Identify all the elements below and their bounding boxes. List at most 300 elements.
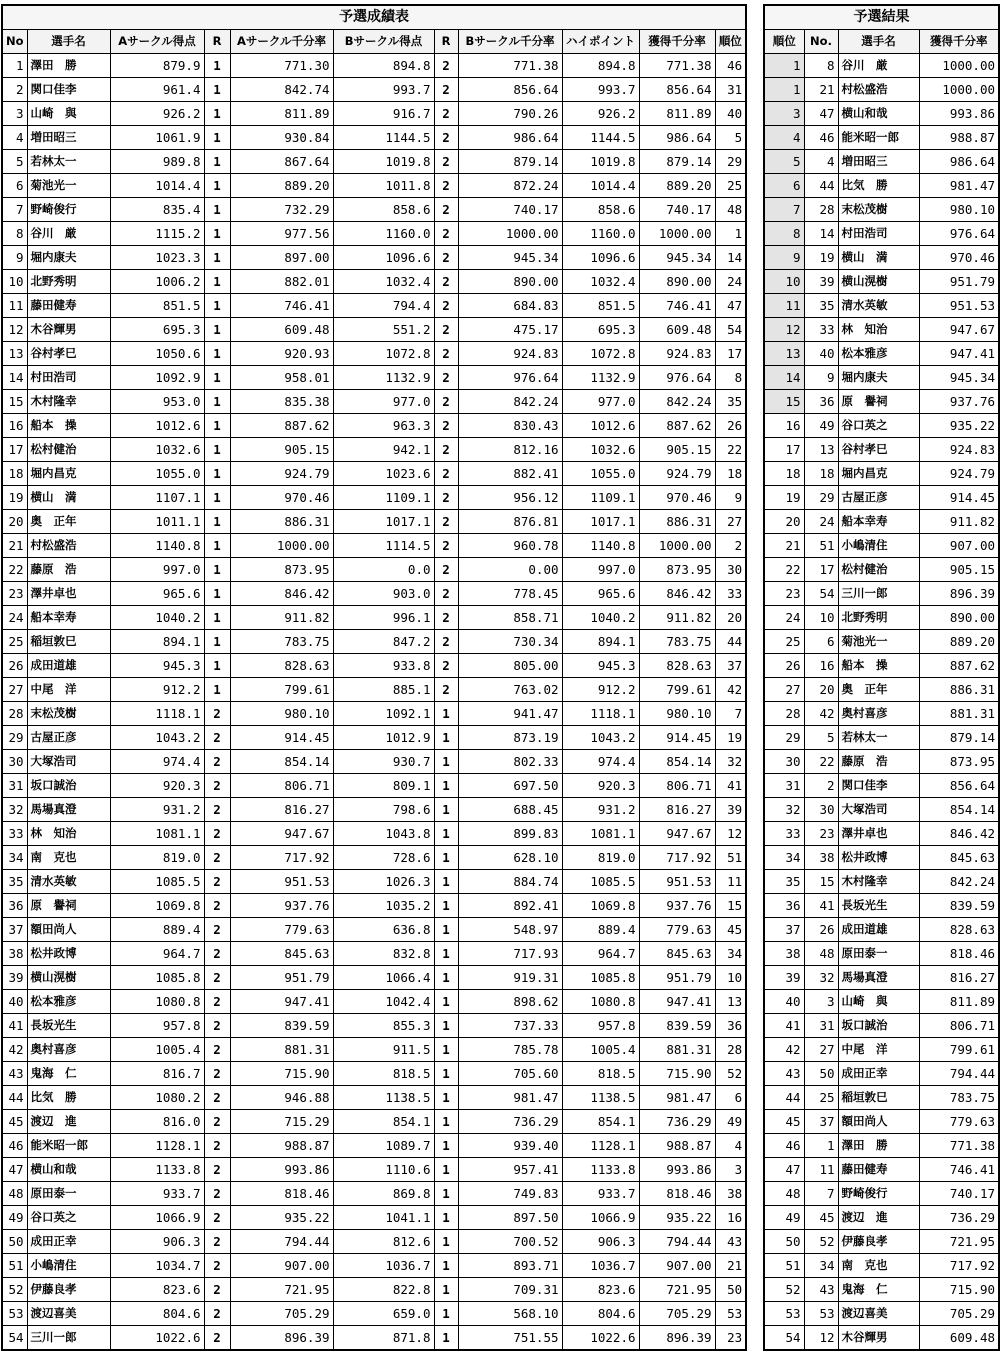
cell-high-point: 933.7 xyxy=(562,1182,639,1206)
cell-a-circle-permille: 839.59 xyxy=(230,1014,333,1038)
table-row xyxy=(2,198,746,222)
cell-b-circle-score: 551.2 xyxy=(333,318,434,342)
cell-rank: 36 xyxy=(715,1014,746,1038)
cell-b-circle-permille: 960.78 xyxy=(458,534,562,558)
table-row xyxy=(764,678,999,702)
cell-a-circle-score: 851.5 xyxy=(110,294,204,318)
cell-no: 10 xyxy=(804,606,838,630)
cell-a-circle-score: 1006.2 xyxy=(110,270,204,294)
cell-high-point: 931.2 xyxy=(562,798,639,822)
cell-b-circle-score: 963.3 xyxy=(333,414,434,438)
cell-player-name: 坂口誠治 xyxy=(27,774,110,798)
cell-a-circle-permille: 867.64 xyxy=(230,150,333,174)
cell-rank: 12 xyxy=(764,318,804,342)
cell-b-circle-permille: 812.16 xyxy=(458,438,562,462)
table-row xyxy=(764,1110,999,1134)
table-row xyxy=(764,1278,999,1302)
cell-player-name: 松井政博 xyxy=(838,846,919,870)
cell-no: 38 xyxy=(2,942,27,966)
cell-a-round: 2 xyxy=(204,966,230,990)
cell-rank: 39 xyxy=(715,798,746,822)
cell-b-circle-score: 1114.5 xyxy=(333,534,434,558)
cell-b-circle-score: 847.2 xyxy=(333,630,434,654)
cell-player-name: 横山和哉 xyxy=(838,102,919,126)
cell-b-round: 2 xyxy=(434,246,458,270)
cell-no: 33 xyxy=(2,822,27,846)
cell-rank: 12 xyxy=(715,822,746,846)
cell-rank: 1 xyxy=(764,54,804,78)
cell-a-round: 1 xyxy=(204,678,230,702)
cell-earned-permille: 993.86 xyxy=(919,102,999,126)
cell-b-circle-permille: 858.71 xyxy=(458,606,562,630)
cell-a-circle-permille: 980.10 xyxy=(230,702,333,726)
cell-b-round: 2 xyxy=(434,294,458,318)
table-row xyxy=(764,750,999,774)
cell-earned-permille: 779.63 xyxy=(919,1110,999,1134)
cell-a-circle-score: 1140.8 xyxy=(110,534,204,558)
cell-no: 42 xyxy=(2,1038,27,1062)
cell-a-circle-score: 816.0 xyxy=(110,1110,204,1134)
cell-no: 31 xyxy=(2,774,27,798)
cell-b-round: 2 xyxy=(434,366,458,390)
header-rank: 順位 xyxy=(715,30,746,54)
table-row xyxy=(2,942,746,966)
cell-a-circle-permille: 920.93 xyxy=(230,342,333,366)
cell-a-round: 1 xyxy=(204,126,230,150)
cell-no: 29 xyxy=(804,486,838,510)
cell-high-point: 823.6 xyxy=(562,1278,639,1302)
cell-no: 17 xyxy=(804,558,838,582)
cell-rank: 24 xyxy=(764,606,804,630)
cell-a-round: 1 xyxy=(204,246,230,270)
cell-earned-permille: 845.63 xyxy=(919,846,999,870)
cell-b-circle-score: 885.1 xyxy=(333,678,434,702)
cell-high-point: 1080.8 xyxy=(562,990,639,1014)
header-b-circle-permille: Bサークル千分率 xyxy=(458,30,562,54)
cell-rank: 46 xyxy=(764,1134,804,1158)
cell-player-name: 長坂光生 xyxy=(27,1014,110,1038)
cell-player-name: 三川一郎 xyxy=(27,1326,110,1351)
cell-b-round: 1 xyxy=(434,726,458,750)
cell-player-name: 木村隆幸 xyxy=(27,390,110,414)
table-row xyxy=(2,342,746,366)
table-row xyxy=(2,438,746,462)
cell-rank: 23 xyxy=(764,582,804,606)
cell-no: 50 xyxy=(804,1062,838,1086)
cell-b-round: 2 xyxy=(434,318,458,342)
cell-b-circle-score: 1132.9 xyxy=(333,366,434,390)
cell-player-name: 伊藤良孝 xyxy=(27,1278,110,1302)
cell-earned-permille: 873.95 xyxy=(639,558,715,582)
table-row xyxy=(764,54,999,78)
cell-a-round: 1 xyxy=(204,414,230,438)
cell-b-round: 1 xyxy=(434,1326,458,1351)
cell-player-name: 関口佳李 xyxy=(27,78,110,102)
cell-a-circle-score: 695.3 xyxy=(110,318,204,342)
cell-rank: 11 xyxy=(715,870,746,894)
cell-player-name: 原田泰一 xyxy=(838,942,919,966)
cell-player-name: 船本 操 xyxy=(838,654,919,678)
cell-earned-permille: 981.47 xyxy=(639,1086,715,1110)
cell-rank: 10 xyxy=(764,270,804,294)
cell-no: 17 xyxy=(2,438,27,462)
cell-high-point: 1014.4 xyxy=(562,174,639,198)
cell-player-name: 菊池光一 xyxy=(838,630,919,654)
cell-rank: 42 xyxy=(764,1038,804,1062)
cell-no: 51 xyxy=(2,1254,27,1278)
table-row xyxy=(764,1302,999,1326)
cell-earned-permille: 947.67 xyxy=(639,822,715,846)
table-row xyxy=(764,510,999,534)
cell-high-point: 997.0 xyxy=(562,558,639,582)
cell-a-circle-permille: 846.42 xyxy=(230,582,333,606)
cell-b-circle-score: 854.1 xyxy=(333,1110,434,1134)
cell-b-round: 2 xyxy=(434,150,458,174)
table-row xyxy=(764,246,999,270)
table-row xyxy=(764,1062,999,1086)
cell-earned-permille: 839.59 xyxy=(919,894,999,918)
cell-a-round: 2 xyxy=(204,918,230,942)
cell-no: 9 xyxy=(804,366,838,390)
cell-high-point: 1144.5 xyxy=(562,126,639,150)
table-row xyxy=(2,702,746,726)
header-b-round: R xyxy=(434,30,458,54)
cell-a-circle-score: 1118.1 xyxy=(110,702,204,726)
table-row xyxy=(764,1038,999,1062)
cell-a-round: 1 xyxy=(204,366,230,390)
cell-b-circle-score: 822.8 xyxy=(333,1278,434,1302)
cell-b-circle-permille: 778.45 xyxy=(458,582,562,606)
cell-b-round: 2 xyxy=(434,390,458,414)
cell-player-name: 稲垣敦巳 xyxy=(838,1086,919,1110)
cell-high-point: 1032.4 xyxy=(562,270,639,294)
cell-rank: 35 xyxy=(764,870,804,894)
header-a-round: R xyxy=(204,30,230,54)
cell-b-round: 1 xyxy=(434,1014,458,1038)
cell-b-circle-permille: 717.93 xyxy=(458,942,562,966)
cell-b-circle-score: 1017.1 xyxy=(333,510,434,534)
cell-player-name: 船本 操 xyxy=(27,414,110,438)
table-row xyxy=(2,510,746,534)
cell-a-circle-permille: 951.79 xyxy=(230,966,333,990)
cell-earned-permille: 828.63 xyxy=(919,918,999,942)
cell-player-name: 堀内昌克 xyxy=(838,462,919,486)
result-table-body xyxy=(764,54,999,1351)
cell-b-circle-permille: 873.19 xyxy=(458,726,562,750)
cell-b-circle-permille: 0.00 xyxy=(458,558,562,582)
cell-b-circle-score: 812.6 xyxy=(333,1230,434,1254)
cell-a-circle-permille: 854.14 xyxy=(230,750,333,774)
table-row xyxy=(2,1038,746,1062)
cell-rank: 15 xyxy=(715,894,746,918)
cell-b-circle-permille: 879.14 xyxy=(458,150,562,174)
cell-b-circle-permille: 1000.00 xyxy=(458,222,562,246)
result-table-title: 予選結果 xyxy=(764,5,999,30)
cell-player-name: 増田昭三 xyxy=(838,150,919,174)
cell-a-circle-permille: 897.00 xyxy=(230,246,333,270)
cell-no: 6 xyxy=(2,174,27,198)
cell-no: 51 xyxy=(804,534,838,558)
cell-earned-permille: 736.29 xyxy=(639,1110,715,1134)
cell-earned-permille: 717.92 xyxy=(919,1254,999,1278)
cell-player-name: 渡辺 進 xyxy=(27,1110,110,1134)
cell-a-circle-score: 989.8 xyxy=(110,150,204,174)
cell-player-name: 松井政博 xyxy=(27,942,110,966)
cell-b-circle-score: 1096.6 xyxy=(333,246,434,270)
table-row xyxy=(764,222,999,246)
cell-rank: 38 xyxy=(715,1182,746,1206)
cell-no: 38 xyxy=(804,846,838,870)
cell-no: 7 xyxy=(804,1182,838,1206)
cell-rank: 47 xyxy=(764,1158,804,1182)
cell-rank: 52 xyxy=(764,1278,804,1302)
cell-no: 36 xyxy=(2,894,27,918)
cell-no: 13 xyxy=(2,342,27,366)
table-row xyxy=(764,366,999,390)
cell-b-round: 2 xyxy=(434,462,458,486)
cell-a-circle-score: 965.6 xyxy=(110,582,204,606)
cell-no: 31 xyxy=(804,1014,838,1038)
table-row xyxy=(764,990,999,1014)
table-row xyxy=(764,894,999,918)
cell-a-circle-score: 926.2 xyxy=(110,102,204,126)
cell-a-circle-permille: 958.01 xyxy=(230,366,333,390)
cell-a-circle-score: 1034.7 xyxy=(110,1254,204,1278)
cell-player-name: 松村健治 xyxy=(838,558,919,582)
cell-earned-permille: 896.39 xyxy=(919,582,999,606)
cell-b-circle-permille: 884.74 xyxy=(458,870,562,894)
cell-a-circle-permille: 935.22 xyxy=(230,1206,333,1230)
cell-b-round: 2 xyxy=(434,78,458,102)
cell-player-name: 堀内康夫 xyxy=(838,366,919,390)
cell-high-point: 945.3 xyxy=(562,654,639,678)
cell-rank: 28 xyxy=(764,702,804,726)
cell-rank: 16 xyxy=(715,1206,746,1230)
cell-b-circle-score: 1041.1 xyxy=(333,1206,434,1230)
cell-no: 3 xyxy=(804,990,838,1014)
cell-player-name: 谷口英之 xyxy=(27,1206,110,1230)
cell-b-round: 2 xyxy=(434,510,458,534)
cell-a-circle-permille: 811.89 xyxy=(230,102,333,126)
cell-earned-permille: 881.31 xyxy=(919,702,999,726)
cell-b-circle-score: 794.4 xyxy=(333,294,434,318)
cell-high-point: 804.6 xyxy=(562,1302,639,1326)
cell-a-round: 1 xyxy=(204,582,230,606)
cell-earned-permille: 945.34 xyxy=(639,246,715,270)
cell-no: 2 xyxy=(804,774,838,798)
cell-a-round: 2 xyxy=(204,846,230,870)
cell-player-name: 長坂光生 xyxy=(838,894,919,918)
cell-no: 5 xyxy=(2,150,27,174)
cell-b-round: 1 xyxy=(434,702,458,726)
cell-a-circle-permille: 977.56 xyxy=(230,222,333,246)
cell-b-round: 2 xyxy=(434,534,458,558)
cell-no: 22 xyxy=(2,558,27,582)
cell-a-circle-permille: 911.82 xyxy=(230,606,333,630)
cell-high-point: 1055.0 xyxy=(562,462,639,486)
cell-no: 35 xyxy=(2,870,27,894)
cell-earned-permille: 806.71 xyxy=(639,774,715,798)
cell-b-circle-permille: 876.81 xyxy=(458,510,562,534)
cell-rank: 1 xyxy=(764,78,804,102)
cell-rank: 16 xyxy=(764,414,804,438)
cell-a-circle-score: 1115.2 xyxy=(110,222,204,246)
cell-no: 39 xyxy=(2,966,27,990)
cell-no: 49 xyxy=(804,414,838,438)
cell-b-circle-score: 894.8 xyxy=(333,54,434,78)
cell-player-name: 奥村喜彦 xyxy=(838,702,919,726)
cell-rank: 50 xyxy=(715,1278,746,1302)
cell-high-point: 1069.8 xyxy=(562,894,639,918)
cell-no: 43 xyxy=(804,1278,838,1302)
cell-rank: 17 xyxy=(764,438,804,462)
cell-no: 2 xyxy=(2,78,27,102)
cell-a-round: 2 xyxy=(204,774,230,798)
cell-b-circle-permille: 785.78 xyxy=(458,1038,562,1062)
cell-earned-permille: 873.95 xyxy=(919,750,999,774)
cell-b-circle-permille: 805.00 xyxy=(458,654,562,678)
cell-high-point: 819.0 xyxy=(562,846,639,870)
cell-b-round: 1 xyxy=(434,1158,458,1182)
cell-rank: 43 xyxy=(764,1062,804,1086)
cell-b-circle-score: 1072.8 xyxy=(333,342,434,366)
cell-high-point: 1005.4 xyxy=(562,1038,639,1062)
cell-b-circle-permille: 945.34 xyxy=(458,246,562,270)
cell-player-name: 成田正幸 xyxy=(838,1062,919,1086)
cell-player-name: 横山 満 xyxy=(838,246,919,270)
cell-a-circle-score: 1055.0 xyxy=(110,462,204,486)
cell-b-round: 2 xyxy=(434,54,458,78)
table-row xyxy=(764,582,999,606)
cell-a-round: 2 xyxy=(204,1254,230,1278)
cell-no: 49 xyxy=(2,1206,27,1230)
cell-earned-permille: 993.86 xyxy=(639,1158,715,1182)
cell-rank: 13 xyxy=(764,342,804,366)
cell-earned-permille: 890.00 xyxy=(639,270,715,294)
table-row xyxy=(2,246,746,270)
cell-b-circle-score: 659.0 xyxy=(333,1302,434,1326)
cell-high-point: 906.3 xyxy=(562,1230,639,1254)
cell-b-circle-permille: 892.41 xyxy=(458,894,562,918)
cell-a-round: 2 xyxy=(204,1038,230,1062)
cell-rank: 45 xyxy=(764,1110,804,1134)
cell-a-round: 1 xyxy=(204,222,230,246)
cell-no: 37 xyxy=(2,918,27,942)
cell-earned-permille: 842.24 xyxy=(919,870,999,894)
table-row xyxy=(2,1302,746,1326)
cell-b-round: 1 xyxy=(434,918,458,942)
cell-earned-permille: 889.20 xyxy=(639,174,715,198)
cell-player-name: 谷村孝巳 xyxy=(838,438,919,462)
cell-high-point: 965.6 xyxy=(562,582,639,606)
cell-b-circle-score: 1066.4 xyxy=(333,966,434,990)
cell-earned-permille: 896.39 xyxy=(639,1326,715,1351)
cell-b-circle-permille: 751.55 xyxy=(458,1326,562,1351)
cell-a-round: 2 xyxy=(204,894,230,918)
cell-b-round: 2 xyxy=(434,558,458,582)
cell-b-round: 1 xyxy=(434,774,458,798)
cell-b-round: 2 xyxy=(434,678,458,702)
cell-player-name: 古屋正彦 xyxy=(27,726,110,750)
table-row xyxy=(2,462,746,486)
cell-rank: 34 xyxy=(715,942,746,966)
cell-a-round: 2 xyxy=(204,1326,230,1351)
cell-b-circle-score: 728.6 xyxy=(333,846,434,870)
table-row xyxy=(764,462,999,486)
cell-earned-permille: 705.29 xyxy=(639,1302,715,1326)
cell-no: 52 xyxy=(804,1230,838,1254)
cell-no: 8 xyxy=(804,54,838,78)
cell-high-point: 1109.1 xyxy=(562,486,639,510)
cell-b-circle-permille: 842.24 xyxy=(458,390,562,414)
cell-a-circle-permille: 905.15 xyxy=(230,438,333,462)
cell-a-circle-permille: 806.71 xyxy=(230,774,333,798)
cell-player-name: 南 克也 xyxy=(27,846,110,870)
cell-rank: 54 xyxy=(715,318,746,342)
table-row xyxy=(2,846,746,870)
cell-player-name: 奥 正年 xyxy=(27,510,110,534)
cell-player-name: 堀内昌克 xyxy=(27,462,110,486)
cell-player-name: 山崎 與 xyxy=(27,102,110,126)
table-row xyxy=(2,750,746,774)
cell-high-point: 1036.7 xyxy=(562,1254,639,1278)
cell-rank: 53 xyxy=(764,1302,804,1326)
cell-player-name: 末松茂樹 xyxy=(838,198,919,222)
cell-player-name: 松本雅彦 xyxy=(838,342,919,366)
cell-no: 54 xyxy=(804,582,838,606)
cell-high-point: 912.2 xyxy=(562,678,639,702)
cell-b-round: 1 xyxy=(434,750,458,774)
table-row xyxy=(2,486,746,510)
cell-rank: 44 xyxy=(764,1086,804,1110)
cell-no: 20 xyxy=(804,678,838,702)
cell-a-round: 2 xyxy=(204,1230,230,1254)
cell-player-name: 大塚浩司 xyxy=(838,798,919,822)
cell-rank: 48 xyxy=(715,198,746,222)
cell-a-circle-score: 1005.4 xyxy=(110,1038,204,1062)
cell-earned-permille: 845.63 xyxy=(639,942,715,966)
cell-player-name: 渡辺 進 xyxy=(838,1206,919,1230)
cell-player-name: 渡辺喜美 xyxy=(838,1302,919,1326)
cell-rank: 51 xyxy=(715,846,746,870)
cell-b-circle-score: 977.0 xyxy=(333,390,434,414)
cell-high-point: 1085.5 xyxy=(562,870,639,894)
cell-b-round: 2 xyxy=(434,198,458,222)
cell-no: 9 xyxy=(2,246,27,270)
cell-player-name: 末松茂樹 xyxy=(27,702,110,726)
cell-earned-permille: 976.64 xyxy=(919,222,999,246)
result-table-header-row xyxy=(764,30,999,54)
cell-no: 19 xyxy=(804,246,838,270)
cell-earned-permille: 988.87 xyxy=(919,126,999,150)
cell-b-circle-score: 1138.5 xyxy=(333,1086,434,1110)
cell-b-circle-permille: 548.97 xyxy=(458,918,562,942)
cell-b-circle-score: 818.5 xyxy=(333,1062,434,1086)
cell-high-point: 1085.8 xyxy=(562,966,639,990)
cell-no: 44 xyxy=(804,174,838,198)
cell-b-circle-permille: 924.83 xyxy=(458,342,562,366)
table-row xyxy=(2,798,746,822)
cell-earned-permille: 924.79 xyxy=(919,462,999,486)
cell-player-name: 横山和哉 xyxy=(27,1158,110,1182)
table-row xyxy=(764,870,999,894)
cell-high-point: 964.7 xyxy=(562,942,639,966)
cell-rank: 46 xyxy=(715,54,746,78)
table-row xyxy=(764,558,999,582)
cell-no: 8 xyxy=(2,222,27,246)
cell-player-name: 堀内康夫 xyxy=(27,246,110,270)
cell-a-circle-score: 889.4 xyxy=(110,918,204,942)
